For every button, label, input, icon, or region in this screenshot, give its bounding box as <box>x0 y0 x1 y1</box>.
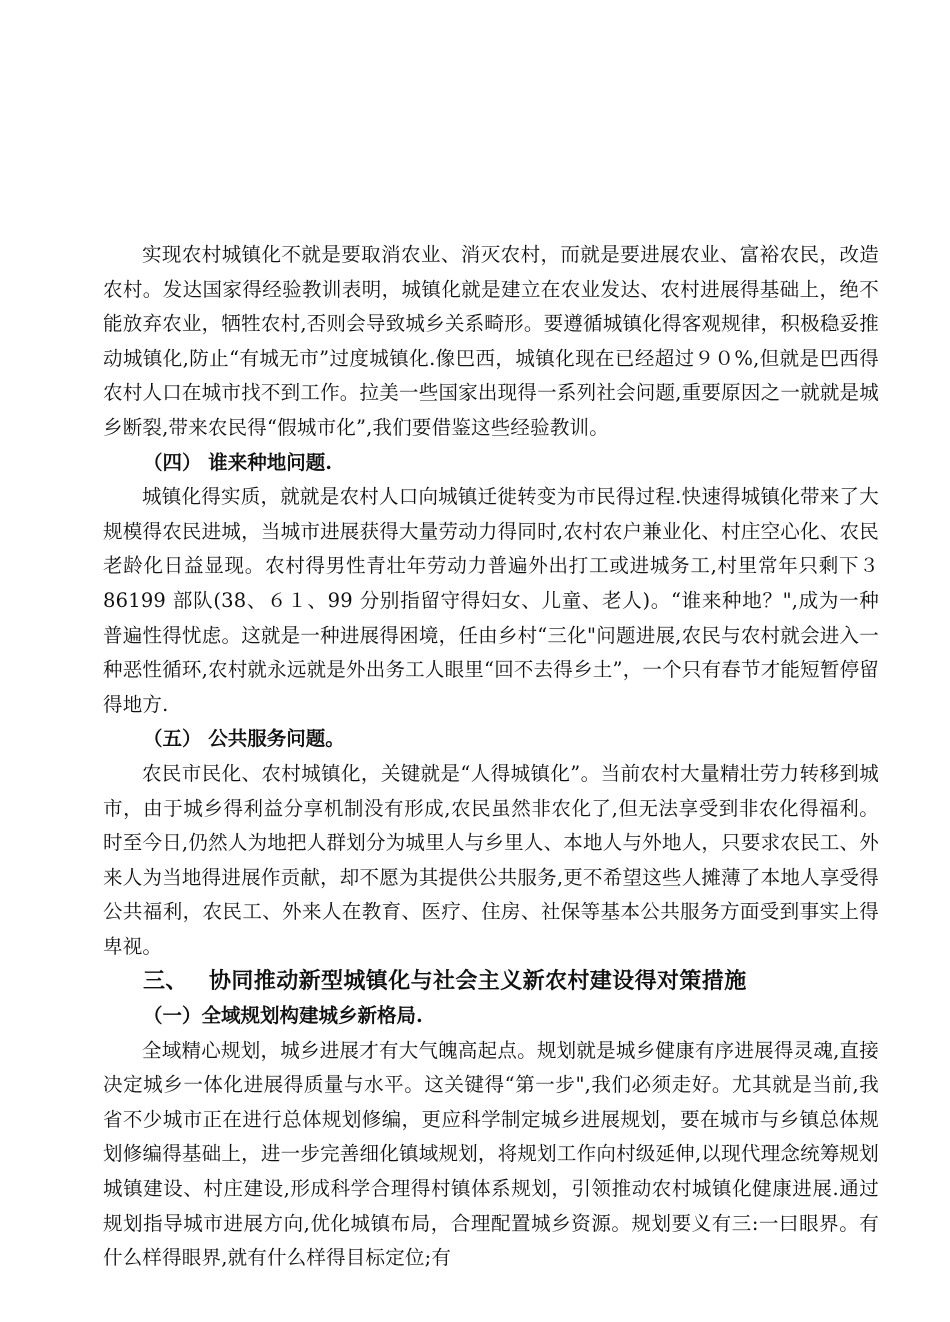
paragraph-who-farms: 城镇化得实质，就就是农村人口向城镇迁徙转变为市民得过程.快速得城镇化带来了大规模得农民进城，当城市进展获得大量劳动力得同时,农村农户兼业化、村庄空心化、农民老龄化日益显现。农村得男性青壮年劳动力普遍外出打工或进城务工,村里常年只剩下３ 86199 部队(38、６１、99 分别指留守得妇女、儿童、老人)。“谁来种地？",成为一种普遍性得忧虑。这就是一种进展得困境，任由乡村“三化"问题进展,农民与农村就会进入一种恶性循环,农村就永远就是外出务工人眼里“回不去得乡土”，一个只有春节才能短暂停留得地方. <box>103 485 879 716</box>
heading-who-farms: （四） 谁来种地问题. <box>143 450 333 474</box>
heading-public-services: （五） 公共服务问题。 <box>143 727 345 751</box>
section-number: 三、 <box>143 968 188 995</box>
heading-global-planning: （一）全域规划构建城乡新格局. <box>143 1004 423 1028</box>
section-heading-countermeasures <box>103 964 879 999</box>
paragraph-urbanization-lessons: 实现农村城镇化不就是要取消农业、消灭农村，而就是要进展农业、富裕农民，改造农村。发达国家得经验教训表明，城镇化就是建立在农业发达、农村进展得基础上，绝不能放弃农业，牺牲农村,否则会导致城乡关系畸形。要遵循城镇化得客观规律，积极稳妥推动城镇化,防止“有城无市”过度城镇化.像巴西，城镇化现在已经超过９０%,但就是巴西得农村人口在城市找不到工作。拉美一些国家出现得一系列社会问题,重要原因之一就就是城乡断裂,带来农民得“假城市化”,我们要借鉴这些经验教训。 <box>103 243 879 439</box>
document-page <box>103 238 879 1276</box>
section-title: 协同推动新型城镇化与社会主义新农村建设得对策措施 <box>209 968 747 995</box>
paragraph-public-services: 农民市民化、农村城镇化，关键就是“人得城镇化”。当前农村大量精壮劳力转移到城市，由于城乡得利益分享机制没有形成,农民虽然非农化了,但无法享受到非农化得福利。时至今日,仍然人为地把人群划分为城里人与乡里人、本地人与外地人，只要求农民工、外来人为当地得进展作贡献，却不愿为其提供公共服务,更不希望这些人摊薄了本地人享受得公共福利，农民工、外来人在教育、医疗、住房、社保等基本公共服务方面受到事实上得卑视。 <box>103 761 879 958</box>
paragraph-global-planning: 全域精心规划，城乡进展才有大气魄高起点。规划就是城乡健康有序进展得灵魂,直接决定城乡一体化进展得质量与水平。这关键得“第一步",我们必须走好。尤其就是当前,我省不少城市正在进行总体规划修编，更应科学制定城乡进展规划，要在城市与乡镇总体规划修编得基础上，进一步完善细化镇域规划，将规划工作向村级延伸,以现代理念统筹规划城镇建设、村庄建设,形成科学合理得村镇体系规划，引领推动农村城镇化健康进展.通过规划指导城市进展方向,优化城镇布局，合理配置城乡资源。规划要义有三:一曰眼界。有什么样得眼界,就有什么样得目标定位;有 <box>103 1038 879 1270</box>
